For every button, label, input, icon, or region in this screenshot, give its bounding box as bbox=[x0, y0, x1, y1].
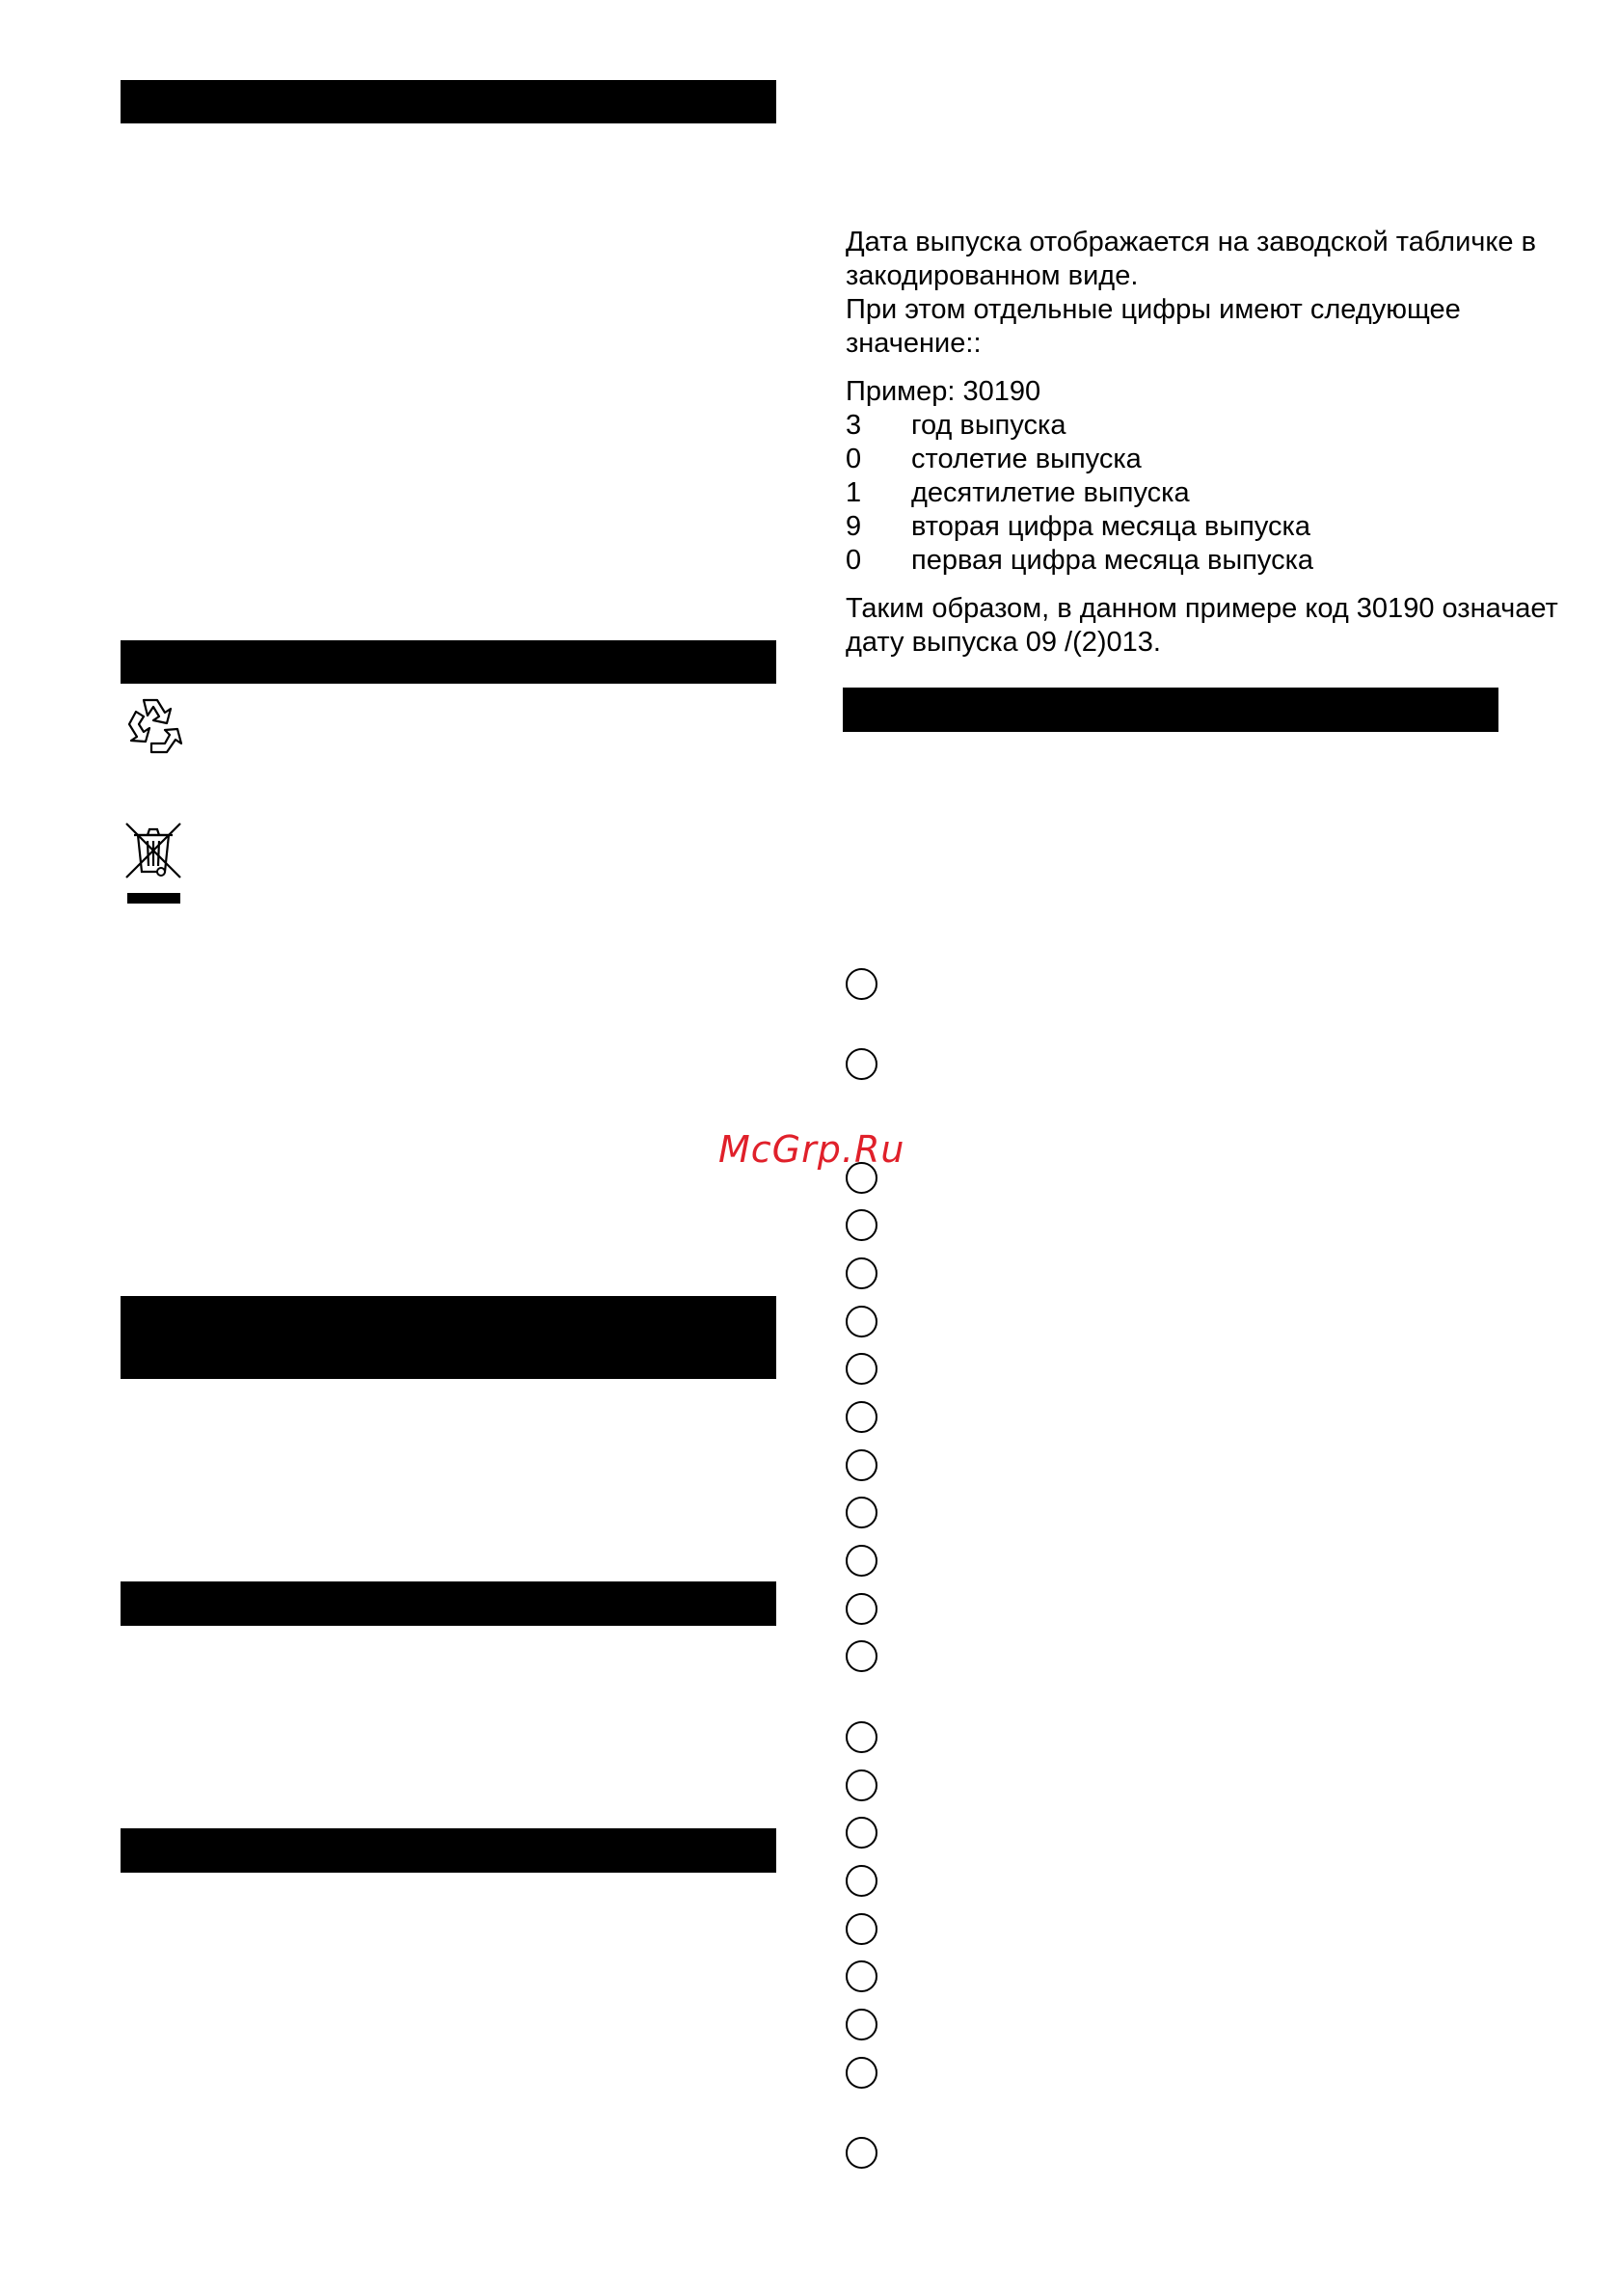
legend-row bbox=[846, 510, 1559, 544]
legend-meaning: столетие выпуска bbox=[911, 444, 1142, 474]
section-header-bar bbox=[121, 1828, 776, 1873]
legend-row bbox=[846, 443, 1559, 476]
circle-checkbox-icon bbox=[846, 1769, 877, 1801]
date-code-section bbox=[846, 226, 1559, 660]
watermark-logo: McGrp.Ru bbox=[718, 1128, 905, 1171]
legend-meaning: вторая цифра месяца выпуска bbox=[911, 511, 1311, 542]
legend-digit: 9 bbox=[846, 511, 862, 542]
circle-checkbox-icon bbox=[846, 1497, 877, 1528]
legend-row bbox=[846, 409, 1559, 443]
date-code-intro-2: При этом отдельные цифры имеют следующее значение:: bbox=[846, 294, 1461, 359]
section-header-bar bbox=[121, 1296, 776, 1379]
section-header-bar bbox=[121, 1581, 776, 1626]
date-code-example: Пример: 30190 bbox=[846, 376, 1041, 407]
section-header-bar bbox=[843, 688, 1498, 732]
crossed-bin-icon bbox=[122, 822, 184, 905]
circle-checkbox-icon bbox=[846, 1593, 877, 1625]
section-header-bar bbox=[121, 80, 776, 123]
circle-checkbox-icon bbox=[846, 2009, 877, 2040]
circle-checkbox-icon bbox=[846, 1960, 877, 1992]
legend-digit: 3 bbox=[846, 410, 862, 441]
circle-checkbox-icon bbox=[846, 1401, 877, 1433]
circle-checkbox-icon bbox=[846, 1545, 877, 1577]
circle-checkbox-icon bbox=[846, 1257, 877, 1289]
circle-checkbox-icon bbox=[846, 1640, 877, 1672]
legend-digit: 0 bbox=[846, 444, 862, 474]
legend-meaning: первая цифра месяца выпуска bbox=[911, 545, 1314, 576]
circle-checkbox-icon bbox=[846, 1306, 877, 1337]
date-code-intro: Дата выпуска отображается на заводской табличке в закодированном виде. bbox=[846, 227, 1537, 291]
circle-checkbox-icon bbox=[846, 1865, 877, 1897]
circle-checkbox-icon bbox=[846, 2137, 877, 2169]
circle-checkbox-icon bbox=[846, 968, 877, 1000]
circle-checkbox-icon bbox=[846, 1817, 877, 1849]
circle-checkbox-icon bbox=[846, 1209, 877, 1241]
circle-checkbox-icon bbox=[846, 1721, 877, 1753]
legend-digit: 1 bbox=[846, 477, 862, 508]
legend-digit: 0 bbox=[846, 545, 862, 576]
circle-checkbox-icon bbox=[846, 2057, 877, 2089]
legend-row bbox=[846, 544, 1559, 578]
circle-checkbox-icon bbox=[846, 1048, 877, 1080]
legend-meaning: десятилетие выпуска bbox=[911, 477, 1190, 508]
legend-row bbox=[846, 476, 1559, 510]
date-code-legend bbox=[846, 409, 1559, 578]
section-header-bar bbox=[121, 640, 776, 684]
circle-checkbox-icon bbox=[846, 1449, 877, 1481]
legend-meaning: год выпуска bbox=[911, 410, 1066, 441]
recycle-icon bbox=[122, 696, 184, 756]
circle-checkbox-icon bbox=[846, 1353, 877, 1385]
circle-checkbox-icon bbox=[846, 1913, 877, 1945]
date-code-conclusion: Таким образом, в данном примере код 30190 означает дату выпуска 09 /(2)013. bbox=[846, 593, 1558, 658]
